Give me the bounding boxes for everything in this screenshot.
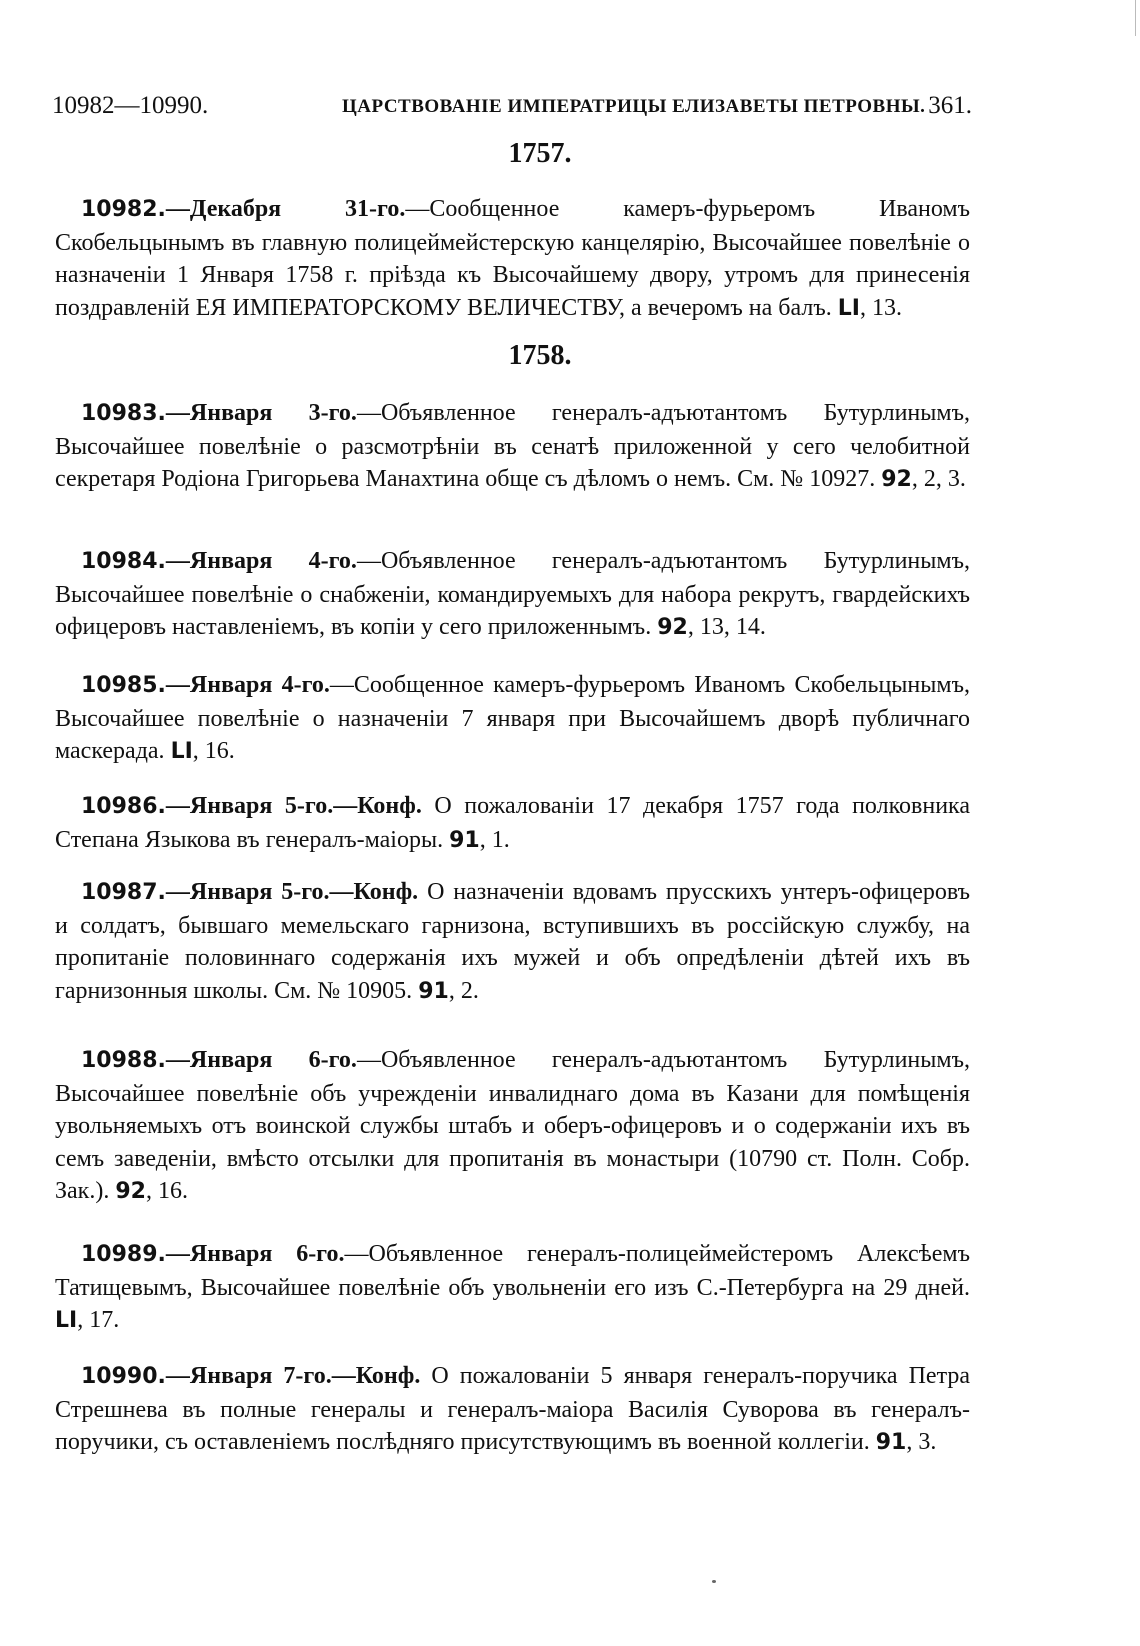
header-page-number: 361. [928,92,972,119]
running-header [52,92,972,126]
entry-source: 91 [449,827,480,853]
entry-date: —Января 5-го.—Конф. [165,879,419,905]
entry-date: —Января 4-го. [165,672,330,698]
entry-text: —Сообщенное камеръ-фурьеромъ Иваномъ Скобельцынымъ, Высочайшее повелѣніе о назначеніи 7 января при Высочайшемъ дворѣ публичнаго маскерада. [55,672,970,764]
entry-source: LI [837,295,860,321]
entry-number: 10990. [81,1364,166,1389]
entry-text: —Сообщенное камеръ-фурьеромъ Иваномъ Скобельцынымъ въ главную полицеймейстерскую канцелярію, Высочайшее повелѣніе о назначеніи 1 Января 1758 г. пріѣзда къ Высочайшему двору, утромъ для принесенія поздравленій ЕЯ ИМПЕРАТОРСКОМУ ВЕЛИЧЕСТВУ, а вечеромъ на балъ. [55,196,971,321]
entry-source: 91 [875,1430,907,1455]
entry-10985 [55,669,970,769]
entry-10988 [55,1044,970,1209]
entry-source-pages: , 13. [859,294,902,321]
entry-source: LI [170,739,193,764]
entry-source-pages: , 16. [192,738,235,764]
entry-date: —Января 7-го.—Конф. [165,1363,421,1389]
entry-10986 [55,790,970,857]
entry-number: 10982. [81,197,166,222]
entry-text: —Объявленное генералъ-адъютантомъ Бутурлинымъ, Высочайшее повелѣніе о разсмотрѣніи въ сенатѣ приложенной у сего челобитной секретаря Родіона Григорьева Манахтина обще съ дѣломъ о немъ. См. № 10927. [55,400,970,492]
entry-source-pages: , 13, 14. [687,614,766,640]
entry-date: —Января 5-го.—Конф. [165,793,422,819]
entry-source: 91 [418,978,449,1004]
entry-date: —Января 4-го. [165,548,357,574]
header-title: ЦАРСТВОВАНІЕ ИМПЕРАТРИЦЫ ЕЛИЗАВЕТЫ ПЕТРОВНЫ. [342,96,926,117]
entry-10990 [55,1360,970,1460]
entry-date: —Января 6-го. [165,1047,357,1073]
entry-number: 10983. [81,401,166,426]
entry-source-pages: , 3. [906,1429,937,1455]
entry-text: О пожалованіи 5 января генералъ-поручика Петра Стрешнева въ полные генералы и генералъ-маіора Василія Суворова въ генералъ-поручики, съ оставленіемъ послѣдняго присутствующимъ въ военной коллегіи. [55,1363,971,1455]
scan-speck [712,1580,716,1583]
entry-source-pages: , 1. [479,826,510,853]
entry-source-pages: , 16. [145,1178,188,1204]
entry-source: LI [55,1308,78,1333]
entry-text: —Объявленное генералъ-адъютантомъ Бутурлинымъ, Высочайшее повелѣніе о снабженіи, командируемыхъ для набора рекрутъ, гвардейскихъ офицеровъ наставленіемъ, въ копіи у сего приложеннымъ. [55,548,970,640]
year-heading-1757: 1757. [508,138,572,169]
entry-source-pages: , 17. [77,1307,120,1333]
header-entry-range: 10982—10990. [52,92,209,119]
entry-10987 [55,876,970,1008]
entry-number: 10988. [81,1048,166,1073]
entry-source: 92 [881,467,912,492]
entry-text: О назначеніи вдовамъ прусскихъ унтеръ-офицеровъ и солдатъ, бывшаго мемельскаго гарнизона, вступившихъ въ россійскую службу, на пропитаніе половиннаго содержанія ихъ мужей и объ опредѣленіи дѣтей ихъ въ гарнизонныя школы. См. № 10905. [55,879,971,1004]
entry-date: —Января 3-го. [165,400,357,426]
entry-text: —Объявленное генералъ-полицеймейстеромъ Алексѣемъ Татищевымъ, Высочайшее повелѣніе объ увольненіи его изъ С.-Петербурга на 29 дней. [55,1241,970,1301]
scan-edge-mark [1135,0,1136,36]
entry-10982 [55,193,970,325]
entry-text: —Объявленное генералъ-адъютантомъ Бутурлинымъ, Высочайшее повелѣніе объ учрежденіи инвалиднаго дома въ Казани для помѣщенія увольняемыхъ отъ воинской службы штабъ и оберъ-офицеровъ и о содержаніи ихъ въ семъ заведеніи, вмѣсто отсылки для пропитанія въ монастыри (10790 ст. Полн. Собр. Зак.). [55,1047,970,1204]
entry-source-pages: , 2. [448,977,479,1004]
entry-number: 10987. [81,880,166,905]
entry-10984 [55,545,970,645]
entry-number: 10985. [81,673,166,698]
entry-source: 92 [115,1179,146,1204]
entry-10989 [55,1238,970,1338]
entry-date: —Декабря 31-го. [165,196,406,222]
entry-number: 10986. [81,794,166,819]
entry-text: О пожалованіи 17 декабря 1757 года полковника Степана Языкова въ генералъ-маіоры. [55,793,970,853]
entry-source-pages: , 2, 3. [911,466,966,492]
year-heading-1758: 1758. [508,340,572,371]
entry-number: 10989. [81,1242,166,1267]
entry-10983 [55,397,970,497]
entry-number: 10984. [81,549,166,574]
entry-date: —Января 6-го. [165,1241,345,1267]
entry-source: 92 [657,615,688,640]
